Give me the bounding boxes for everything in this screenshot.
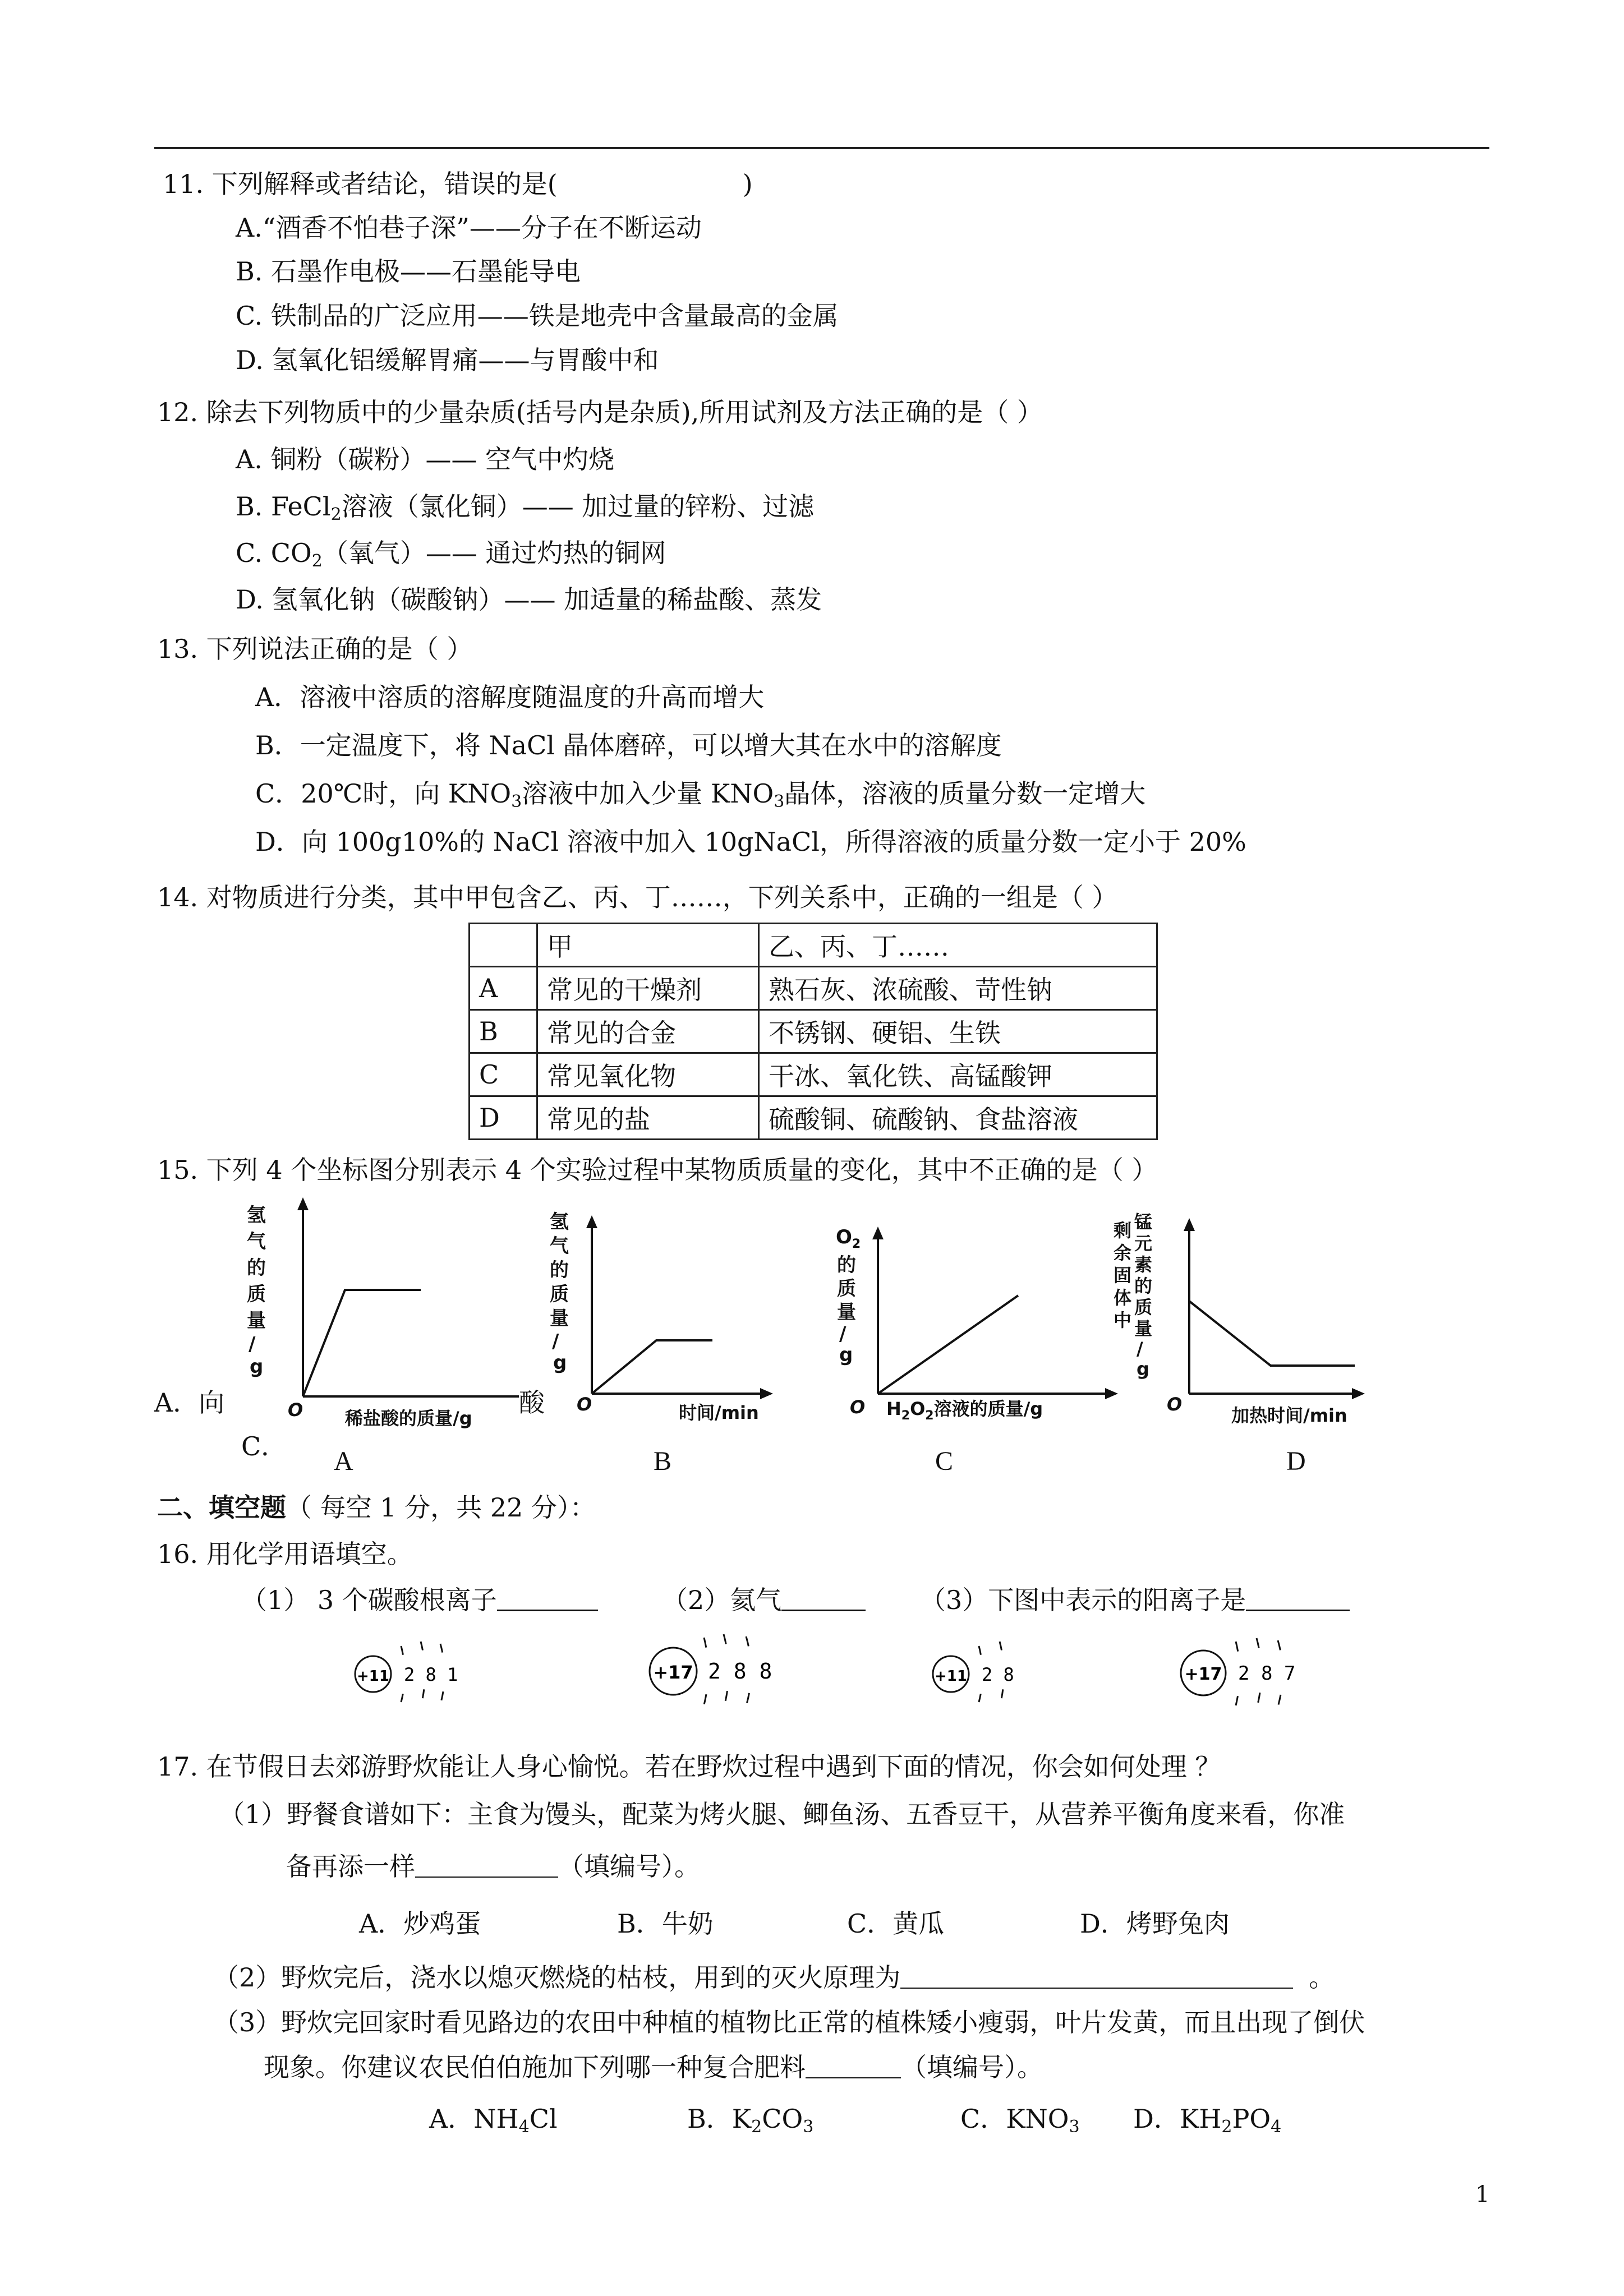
nucleus-charge: +11 (357, 1668, 389, 1685)
q13-option-b: B．一定温度下，将 NaCl 晶体磨碎，可以增大其在水中的溶解度 (255, 730, 1002, 760)
q11-option-a: A.“酒香不怕巷子深”——分子在不断运动 (236, 213, 702, 243)
q12-option-c: C. $CO_2$（氧气）—— 通过灼热的铜网 (236, 538, 666, 571)
ylabel-right-char: 质 (1134, 1297, 1153, 1318)
shell-electrons: 2 8 8 (708, 1659, 772, 1684)
ylabel-char: 的 (550, 1259, 569, 1281)
q16-part1: （1） 3 个碳酸根离子 (241, 1587, 598, 1613)
table-cell: 常见氧化物 (537, 1053, 759, 1096)
answer-blank[interactable] (1246, 1587, 1350, 1611)
nucleus-charge: +17 (1184, 1665, 1222, 1684)
q17-part1-option-a: A．炒鸡蛋 (359, 1908, 481, 1939)
table-header-row (470, 924, 1157, 967)
q15-option-a-fragment-2: 酸 (519, 1387, 545, 1418)
q16-stem: 16. 用化学用语填空。 (157, 1539, 413, 1569)
ylabel-o2: $O_2$ (836, 1226, 861, 1251)
q17-part1-line1: （1）野餐食谱如下：主食为馒头，配菜为烤火腿、鲫鱼汤、五香豆干，从营养平衡角度来看，你准 (219, 1799, 1345, 1829)
graph-d (1111, 1211, 1397, 1436)
q15-stem: 15. 下列 4 个坐标图分别表示 4 个实验过程中某物质质量的变化，其中不正确的是（ ） (157, 1155, 1158, 1185)
q17-part3-line2: 现象。你建议农民伯伯施加下列哪一种复合肥料 （填编号）。 (264, 2052, 1043, 2082)
graph-letter-c: C (935, 1446, 954, 1476)
q12-option-a: A. 铜粉（碳粉）—— 空气中灼烧 (236, 444, 615, 474)
ylabel-left-char: 体 (1114, 1287, 1132, 1308)
ylabel-char: 量 (550, 1307, 569, 1330)
q13-option-c: C．20℃时，向 $KNO_3$溶液中加入少量 $KNO_3$晶体，溶液的质量分数一定增大 (255, 778, 1146, 812)
x-axis-label: 稀盐酸的质量/g (345, 1408, 472, 1429)
ylabel-char: / (839, 1323, 846, 1345)
ylabel-char: 的 (247, 1257, 266, 1279)
table-cell: 常见的合金 (537, 1010, 759, 1053)
table-cell: 干冰、氧化铁、高锰酸钾 (759, 1053, 1157, 1096)
origin-label: O (850, 1396, 866, 1418)
nucleus-charge: +11 (935, 1668, 967, 1685)
ylabel-left-char: 余 (1114, 1242, 1132, 1264)
ion-diagram-2 (645, 1621, 785, 1727)
table-cell: B (470, 1010, 537, 1053)
x-axis-label: 加热时间/min (1231, 1405, 1347, 1426)
q13-option-a: A．溶液中溶质的溶解度随温度的升高而增大 (255, 682, 765, 712)
q14-stem: 14. 对物质进行分类，其中甲包含乙、丙、丁……，下列关系中，正确的一组是（ ） (157, 882, 1118, 912)
ylabel-right-char: 素 (1134, 1254, 1153, 1275)
answer-blank[interactable] (415, 1854, 558, 1878)
ylabel-left-char: 剩 (1114, 1220, 1132, 1241)
ylabel-left-char: 固 (1114, 1265, 1132, 1286)
ylabel-char: / (552, 1330, 559, 1353)
q17-part2: （2）野炊完后，浇水以熄灭燃烧的枯枝，用到的灭火原理为 。 (213, 1962, 1335, 1993)
q13-option-d: D．向 100g10%的 NaCl 溶液中加入 10gNaCl，所得溶液的质量分数一定小于 20% (255, 827, 1246, 857)
q16-part3: （3）下图中表示的阳离子是 (920, 1587, 1350, 1613)
q11-option-d: D. 氢氧化铝缓解胃痛——与胃酸中和 (236, 345, 659, 375)
q15-option-c-fragment: C． (241, 1431, 287, 1461)
ion-diagram-1 (348, 1629, 482, 1725)
page-number: 1 (1475, 2182, 1490, 2207)
classification-table (468, 923, 1158, 1140)
x-axis-label: $H_2O_2$溶液的质量/g (886, 1398, 1043, 1423)
table-cell: 常见的干燥剂 (537, 967, 759, 1010)
ylabel-char: 的 (837, 1254, 856, 1276)
q17-part1-option-c: C．黄瓜 (847, 1908, 945, 1939)
ylabel-char: 质 (837, 1278, 856, 1300)
ylabel-char: 氢 (247, 1204, 266, 1227)
q17-part3-option-b: B．$K_2CO_3$ (687, 2104, 814, 2137)
answer-blank[interactable] (900, 1965, 1293, 1989)
ylabel-right-char: 量 (1134, 1318, 1153, 1339)
ion-diagram-4 (1175, 1624, 1315, 1727)
table-cell: 不锈钢、硬铝、生铁 (759, 1010, 1157, 1053)
graph-c (830, 1220, 1133, 1436)
q12-option-d: D. 氢氧化钠（碳酸钠）—— 加适量的稀盐酸、蒸发 (236, 584, 822, 615)
table-cell (470, 924, 537, 967)
ylabel-char: g (250, 1356, 264, 1378)
graph-letter-a: A (334, 1446, 353, 1476)
q11-stem: 11. 下列解释或者结论，错误的是( ) (163, 169, 753, 199)
q17-part3-option-d: D．$KH_2PO_4$ (1133, 2104, 1282, 2137)
header-rule (154, 147, 1489, 149)
table-cell: D (470, 1096, 537, 1140)
table-row (470, 1053, 1157, 1096)
table-cell: 硫酸铜、硫酸钠、食盐溶液 (759, 1096, 1157, 1140)
ion-diagram-3 (926, 1629, 1038, 1725)
graph-b (544, 1203, 780, 1430)
x-axis-label: 时间/min (679, 1402, 759, 1423)
q17-part1-option-d: D．烤野兔肉 (1080, 1908, 1230, 1939)
table-cell: A (470, 967, 537, 1010)
q11-option-b: B. 石墨作电极——石墨能导电 (236, 256, 581, 287)
ylabel-char: 气 (550, 1235, 569, 1257)
ylabel-char: 量 (247, 1310, 266, 1332)
graph-letter-d: D (1286, 1446, 1306, 1476)
ylabel-char: 量 (837, 1301, 856, 1324)
q13-stem: 13. 下列说法正确的是（ ） (157, 634, 473, 664)
origin-label: O (1167, 1394, 1183, 1415)
ylabel-right-char: / (1137, 1338, 1143, 1359)
table-cell: 常见的盐 (537, 1096, 759, 1140)
q17-part1-option-b: B．牛奶 (617, 1908, 714, 1939)
table-cell: C (470, 1053, 537, 1096)
graph-letter-b: B (654, 1446, 672, 1476)
ylabel-right-char: 元 (1134, 1233, 1153, 1254)
ylabel-char: 氢 (550, 1211, 569, 1233)
answer-blank[interactable] (781, 1587, 866, 1611)
origin-label: O (288, 1399, 303, 1421)
ylabel-char: 质 (550, 1283, 569, 1306)
table-cell: 甲 (537, 924, 759, 967)
origin-label: O (577, 1394, 592, 1415)
shell-electrons: 2 8 (982, 1664, 1014, 1685)
q15-option-a-fragment: A．向 (154, 1387, 225, 1418)
ylabel-left-char: 中 (1114, 1310, 1132, 1331)
q17-part3-option-c: C．$KNO_3$ (960, 2104, 1080, 2137)
q12-stem: 12. 除去下列物质中的少量杂质(括号内是杂质),所用试剂及方法正确的是（ ） (157, 397, 1043, 427)
table-cell: 乙、丙、丁…… (759, 924, 1157, 967)
q17-part3-line1: （3）野炊完回家时看见路边的农田中种植的植物比正常的植株矮小瘦弱，叶片发黄，而且出现了倒伏 (213, 2007, 1365, 2037)
graph-a (227, 1195, 530, 1436)
q16-part2: （2）氦气 (662, 1587, 866, 1613)
shell-electrons: 2 8 7 (1238, 1662, 1296, 1685)
section-heading: 二、填空题（ 每空 1 分，共 22 分）： (157, 1492, 596, 1523)
table-row (470, 967, 1157, 1010)
table-row (470, 1096, 1157, 1140)
q12-option-b: B. FeCl$_2$溶液（氯化铜）—— 加过量的锌粉、过滤 (236, 491, 815, 524)
table-row (470, 1010, 1157, 1053)
answer-blank[interactable] (806, 2055, 901, 2078)
q17-stem: 17. 在节假日去郊游野炊能让人身心愉悦。若在野炊过程中遇到下面的情况，你会如何处理 ？ (157, 1751, 1221, 1782)
q17-part1-line2: 备再添一样 （填编号）。 (286, 1851, 700, 1882)
nucleus-charge: +17 (653, 1662, 693, 1683)
q17-part3-option-a: A．$NH_4Cl$ (429, 2104, 558, 2137)
ylabel-char: / (249, 1333, 256, 1356)
q11-option-c: C. 铁制品的广泛应用——铁是地壳中含量最高的金属 (236, 301, 839, 331)
ylabel-char: g (839, 1344, 853, 1366)
ylabel-right-char: g (1137, 1358, 1149, 1380)
ylabel-char: g (553, 1352, 567, 1374)
ylabel-char: 气 (247, 1230, 266, 1253)
ylabel-right-char: 锰 (1134, 1211, 1153, 1233)
ylabel-char: 质 (247, 1283, 266, 1306)
answer-blank[interactable] (497, 1587, 598, 1611)
shell-electrons: 2 8 1 (404, 1664, 458, 1685)
ylabel-right-char: 的 (1134, 1275, 1153, 1297)
table-cell: 熟石灰、浓硫酸、苛性钠 (759, 967, 1157, 1010)
